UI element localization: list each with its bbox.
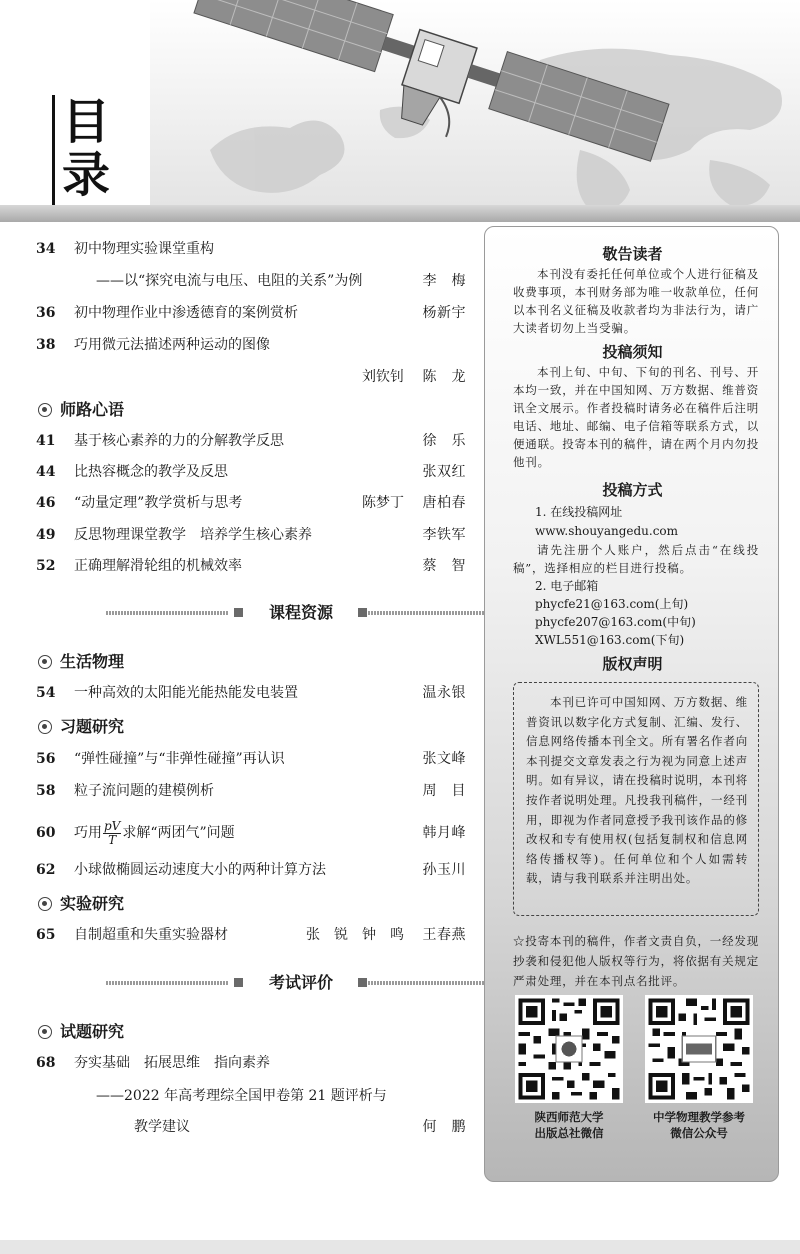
toc-item[interactable]: 54 一种高效的太阳能光能热能发电装置 温永银 [36,685,466,701]
world-map-satellite-illustration [150,0,800,222]
toc-item[interactable]: 52 正确理解滑轮组的机械效率 蔡 智 [36,558,466,574]
notice-sidebar [484,226,779,1182]
copyright-title: 版权声明 [602,655,663,673]
section-heading-shiti: 试题研究 [38,1020,124,1044]
section-heading-shiyan: 实验研究 [38,892,124,916]
bullet-circle-icon [38,1025,52,1039]
method-1-label: 1. 在线投稿网址 [535,505,623,519]
qr1-caption: 陕西师范大学 出版总社微信 [534,1110,604,1140]
email-1[interactable]: phycfe21@163.com(上旬) [535,597,689,611]
toc-item-subtitle: ——以“探究电流与电压、电阻的关系”为例 李 梅 [96,273,466,289]
bullet-circle-icon [38,655,52,669]
toc-item[interactable]: 62 小球做椭圆运动速度大小的两种计算方法 孙玉川 [36,862,466,878]
title-bar-decoration [52,95,55,205]
header-band [0,205,800,222]
toc-item-authors: 刘钦钊 陈 龙 [362,369,466,385]
method-2-label: 2. 电子邮箱 [535,579,599,593]
copyright-box [513,682,759,916]
submit-url-link[interactable]: www.shouyangedu.com [535,524,679,538]
toc-item[interactable]: 34 初中物理实验课堂重构 [36,241,214,257]
footer-band [0,1240,800,1254]
email-3[interactable]: XWL551@163.com(下旬) [535,633,685,647]
divider-kecheng: 课程资源 [106,600,496,626]
toc-item-subtitle: ——2022 年高考理综全国甲卷第 21 题评析与 [96,1088,387,1104]
toc-item[interactable]: 58 粒子流问题的建模例析 周 目 [36,783,466,799]
toc-item-subtitle: 教学建议 何 鹏 [134,1119,466,1135]
copyright-text: 本刊已许可中国知网、万方数据、维普资讯以数字化方式复制、汇编、发行、信息网络传播本刊全文。所有署名作者向本刊提交文章发表之行为视为同意上述声明。如有异议，请在投稿时说明，本刊将按作者说明处理。凡投我刊稿件，一经刊用，即视为作者同意授予我刊该作品的修改权和专有使用权(包括复制权和信息网络传播权等)。任何单位和个人如需转载，请与我刊联系并注明出处。 [526,695,748,886]
toc-item[interactable]: 60 巧用 pV T 求解“两团气”问题 韩月峰 [36,818,466,847]
fraction-pv-over-t: pV T [104,818,121,847]
page-title: 目录 [62,94,111,203]
submit-title: 投稿须知 [602,343,663,361]
section-heading-xiti: 习题研究 [38,715,124,739]
warning-text: ☆投寄本刊的稿件，作者文责自负，一经发现抄袭和侵犯他人版权等行为，将依据有关规定严肃处理，并在本刊点名批评。 [513,934,759,988]
method-1-text: 请先注册个人账户，然后点击“在线投稿”，选择相应的栏目进行投稿。 [513,543,759,575]
toc-item[interactable]: 46 “动量定理”教学赏析与思考 陈梦丁 唐柏春 [36,495,466,511]
toc-item[interactable]: 36 初中物理作业中渗透德育的案例赏析 杨新宇 [36,305,466,321]
divider-kaoshi: 考试评价 [106,970,496,996]
toc-item[interactable]: 49 反思物理课堂教学 培养学生核心素养 李铁军 [36,527,466,543]
toc-item[interactable]: 56 “弹性碰撞”与“非弹性碰撞”再认识 张文峰 [36,751,466,767]
submit-text: 本刊上旬、中旬、下旬的刊名、刊号、开本均一致，并在中国知网、万方数据、维普资讯全文展示。作者投稿时请务必在稿件后注明电话、地址、邮编、电子信箱等联系方式，以便通联。投寄本刊的稿件，请在两个月内勿投他刊。 [513,365,759,469]
toc-item[interactable]: 38 巧用微元法描述两种运动的图像 [36,337,270,353]
toc-item[interactable]: 65 自制超重和失重实验器材 张 锐 钟 鸣 王春燕 [36,927,466,943]
section-heading-shilu: 师路心语 [38,398,124,422]
notice-text: 本刊没有委托任何单位或个人进行征稿及收费事项，本刊财务部为唯一收款单位，任何以本刊名义征稿及收款者均为非法行为，请广大读者切勿上当受骗。 [513,267,759,335]
notice-title: 敬告读者 [602,245,663,263]
method-title: 投稿方式 [602,481,663,499]
qr-code-icon-publisher[interactable] [515,995,623,1103]
bullet-circle-icon [38,403,52,417]
bullet-circle-icon [38,897,52,911]
email-2[interactable]: phycfe207@163.com(中旬) [535,615,696,629]
toc-item[interactable]: 41 基于核心素养的力的分解教学反思 徐 乐 [36,433,466,449]
toc-item[interactable]: 68 夯实基础 拓展思维 指向素养 [36,1055,270,1071]
qr2-caption: 中学物理教学参考 微信公众号 [653,1110,745,1140]
qr-code-icon-wechat[interactable] [645,995,753,1103]
section-heading-shenghuo: 生活物理 [38,650,124,674]
toc-item[interactable]: 44 比热容概念的教学及反思 张双红 [36,464,466,480]
bullet-circle-icon [38,720,52,734]
